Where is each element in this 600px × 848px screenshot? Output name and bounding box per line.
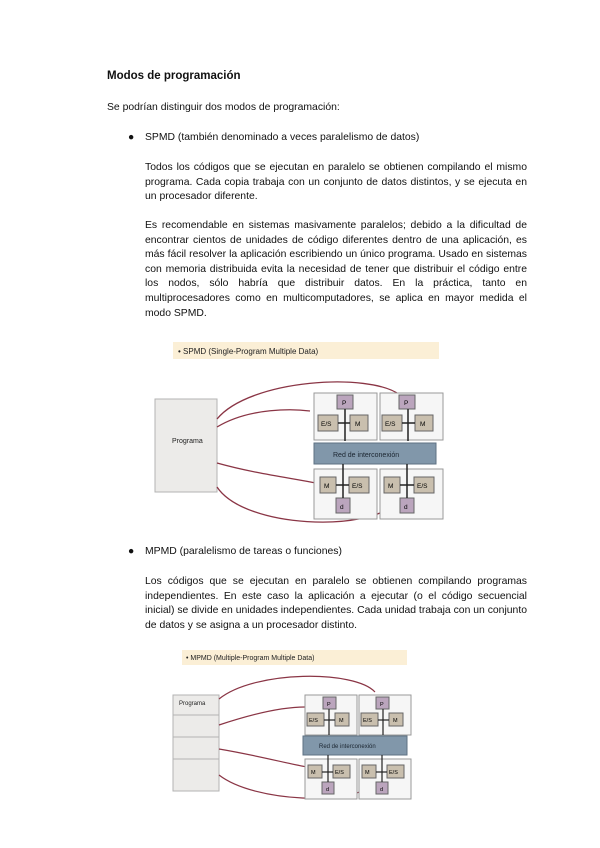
- mpmd-diagram: [165, 645, 415, 800]
- spmd-banner-text: • SPMD (Single-Program Multiple Data): [178, 347, 319, 356]
- bullet-icon: ●: [128, 132, 135, 143]
- spmd-m4-label: M: [388, 483, 394, 490]
- mpmd-arrow-3: [219, 749, 307, 767]
- spmd-es4-label: E/S: [417, 483, 428, 490]
- mpmd-m4-label: M: [365, 770, 370, 776]
- mpmd-program-label: Programa: [179, 701, 206, 707]
- mpmd-paragraph-1: Los códigos que se ejecutan en paralelo se obtienen compilando programas independientes. En este caso la aplicación a ejecutar (o el código secuencial inicial) se divide en unidades independientes. Cada unidad trabaja con un conjunto de datos y se asigna a un procesador distinto.: [145, 576, 527, 631]
- spmd-paragraph-2: Es recomendable en sistemas masivamente paralelos; debido a la dificultad de encontrar cientos de unidades de código diferentes dentro de una aplicación, es más fácil resolver la aplicación escribiendo un único programa. Usado en sistemas con memoria distribuida evita la necesidad de tener que distribuir el código entre los nodos, sólo habría que distribuir datos. En la práctica, tanto en multiprocesadores como en multicomputadores, se aplica en mayor medida el modo SPMD.: [145, 220, 527, 319]
- spmd-arrow-lower: [217, 463, 325, 485]
- spmd-p2-label: P: [404, 400, 409, 407]
- mpmd-es3-label: E/S: [335, 770, 344, 776]
- spmd-m1-label: M: [355, 421, 361, 428]
- bullet-icon: ●: [128, 546, 135, 557]
- spmd-diagram: [150, 337, 446, 525]
- spmd-m2-label: M: [420, 421, 426, 428]
- mpmd-arrow-2: [219, 707, 305, 725]
- mpmd-d1-label: d: [326, 787, 330, 793]
- spmd-bullet-title: SPMD (también denominado a veces paralelismo de datos): [145, 132, 420, 143]
- spmd-network-label: Red de interconexión: [333, 452, 400, 459]
- mpmd-es4-label: E/S: [389, 770, 398, 776]
- spmd-m3-label: M: [324, 483, 330, 490]
- spmd-program-label: Programa: [172, 438, 203, 445]
- spmd-paragraph-1: Todos los códigos que se ejecutan en paralelo se obtienen compilando el mismo programa. Cada copia trabaja con un conjunto de datos distintos, y se ejecuta en un procesador diferente.: [145, 162, 527, 203]
- mpmd-p1-label: P: [327, 702, 331, 708]
- spmd-es1-label: E/S: [321, 421, 332, 428]
- mpmd-es1-label: E/S: [309, 718, 318, 724]
- intro-paragraph: Se podrían distinguir dos modos de programación:: [107, 102, 340, 113]
- mpmd-bullet-title: MPMD (paralelismo de tareas o funciones): [145, 546, 342, 557]
- spmd-arrow-upper: [217, 410, 310, 427]
- mpmd-network-label: Red de interconexión: [319, 744, 376, 750]
- spmd-p1-label: P: [342, 400, 347, 407]
- mpmd-program-box: [173, 695, 219, 791]
- mpmd-m3-label: M: [311, 770, 316, 776]
- spmd-program-box: [155, 399, 217, 492]
- spmd-es2-label: E/S: [385, 421, 396, 428]
- mpmd-d2-label: d: [380, 787, 384, 793]
- mpmd-es2-label: E/S: [363, 718, 372, 724]
- mpmd-banner-text: • MPMD (Multiple-Program Multiple Data): [186, 655, 315, 662]
- mpmd-m1-label: M: [339, 718, 344, 724]
- section-heading: Modos de programación: [107, 70, 241, 82]
- spmd-d2-label: d: [404, 504, 408, 511]
- mpmd-m2-label: M: [393, 718, 398, 724]
- spmd-d1-label: d: [340, 504, 344, 511]
- mpmd-p2-label: P: [380, 702, 384, 708]
- spmd-es3-label: E/S: [352, 483, 363, 490]
